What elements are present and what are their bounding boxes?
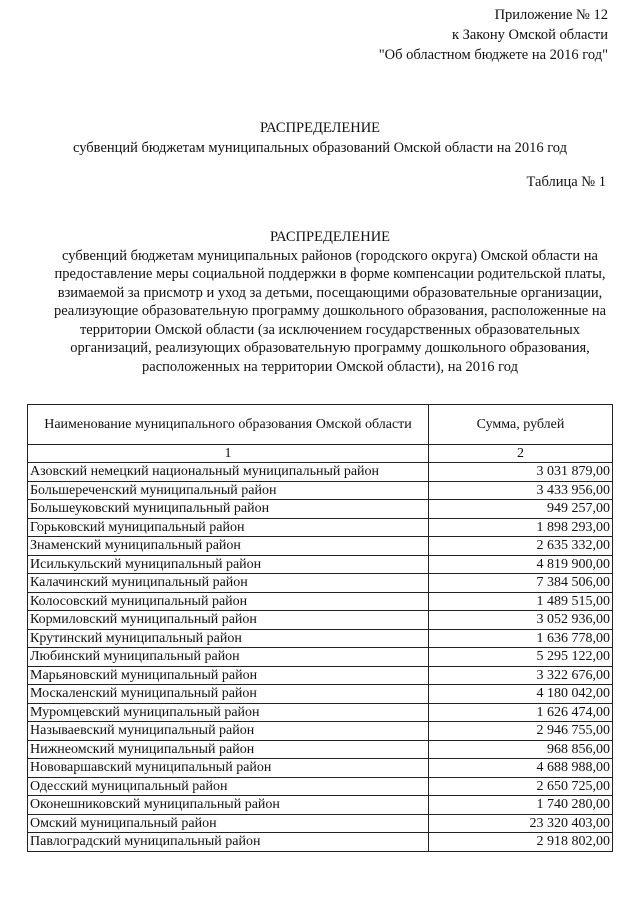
table-row <box>28 722 613 741</box>
municipality-name: Москаленский муниципальный район <box>28 685 429 704</box>
table-heading-line: территории Омской области (за исключением государственных образовательных <box>79 321 581 338</box>
municipality-name: Любинский муниципальный район <box>28 648 429 667</box>
table-row <box>28 685 613 704</box>
subvention-sum: 3 031 879,00 <box>429 463 613 482</box>
subvention-sum: 3 433 956,00 <box>429 481 613 500</box>
subvention-sum: 5 295 122,00 <box>429 648 613 667</box>
appendix-header <box>379 5 608 65</box>
table-row <box>28 592 613 611</box>
table-row <box>28 648 613 667</box>
heading-title: РАСПРЕДЕЛЕНИЕ <box>259 120 381 136</box>
subvention-sum: 1 740 280,00 <box>429 796 613 815</box>
table-row <box>28 555 613 574</box>
subvention-sum: 23 320 403,00 <box>429 814 613 833</box>
subvention-sum: 1 636 778,00 <box>429 629 613 648</box>
table-row <box>28 759 613 778</box>
table-heading <box>30 228 630 376</box>
municipality-name: Горьковский муниципальный район <box>28 518 429 537</box>
municipality-name: Оконешниковский муниципальный район <box>28 796 429 815</box>
table-row <box>28 463 613 482</box>
municipality-name: Знаменский муниципальный район <box>28 537 429 556</box>
municipality-name: Колосовский муниципальный район <box>28 592 429 611</box>
appendix-number: Приложение № 12 <box>494 7 608 23</box>
column-index-row <box>28 445 613 463</box>
subvention-sum: 2 918 802,00 <box>429 833 613 852</box>
subvention-sum: 1 626 474,00 <box>429 703 613 722</box>
subvention-sum: 3 052 936,00 <box>429 611 613 630</box>
table-heading-line: расположенных на территории Омской области), на 2016 год <box>142 358 518 375</box>
table-row <box>28 796 613 815</box>
appendix-law: к Закону Омской области <box>451 27 608 43</box>
table-row <box>28 833 613 852</box>
municipality-name: Большереченский муниципальный район <box>28 481 429 500</box>
table-row <box>28 518 613 537</box>
municipality-name: Муромцевский муниципальный район <box>28 703 429 722</box>
subvention-sum: 1 898 293,00 <box>429 518 613 537</box>
municipality-name: Называевский муниципальный район <box>28 722 429 741</box>
municipality-name: Нововаршавский муниципальный район <box>28 759 429 778</box>
subvention-sum: 3 322 676,00 <box>429 666 613 685</box>
table-row <box>28 740 613 759</box>
table-heading-line: организаций, реализующих образовательную программу дошкольного образования, <box>70 340 590 356</box>
table-label: Таблица № 1 <box>526 174 606 190</box>
municipality-name: Омский муниципальный район <box>28 814 429 833</box>
appendix-law-title: "Об областном бюджете на 2016 год" <box>378 47 608 63</box>
municipality-name: Крутинский муниципальный район <box>28 629 429 648</box>
subvention-sum: 4 819 900,00 <box>429 555 613 574</box>
table-row <box>28 703 613 722</box>
column-index-1: 1 <box>28 445 429 463</box>
subvention-sum: 968 856,00 <box>429 740 613 759</box>
subvention-sum: 949 257,00 <box>429 500 613 519</box>
table-row <box>28 537 613 556</box>
document-heading <box>0 118 640 158</box>
municipality-name: Азовский немецкий национальный муниципальный район <box>28 463 429 482</box>
subvention-sum: 2 635 332,00 <box>429 537 613 556</box>
heading-subtitle: субвенций бюджетам муниципальных образований Омской области на 2016 год <box>73 140 567 156</box>
table-heading-line: реализующие образовательную программу дошкольного образования, расположенные на <box>53 303 607 319</box>
municipality-name: Павлоградский муниципальный район <box>28 833 429 852</box>
table-row <box>28 629 613 648</box>
municipality-name: Кормиловский муниципальный район <box>28 611 429 630</box>
subvention-sum: 1 489 515,00 <box>429 592 613 611</box>
municipality-name: Калачинский муниципальный район <box>28 574 429 593</box>
table-heading-line: взимаемой за присмотр и уход за детьми, посещающими образовательные организации, <box>57 284 603 301</box>
table-heading-title: РАСПРЕДЕЛЕНИЕ <box>269 229 391 245</box>
municipality-name: Одесский муниципальный район <box>28 777 429 796</box>
municipality-name: Нижнеомский муниципальный район <box>28 740 429 759</box>
table-row <box>28 777 613 796</box>
subvention-sum: 4 688 988,00 <box>429 759 613 778</box>
table-header-row <box>28 405 613 445</box>
subvention-sum: 2 650 725,00 <box>429 777 613 796</box>
distribution-table <box>27 404 613 852</box>
table-row <box>28 611 613 630</box>
subvention-sum: 2 946 755,00 <box>429 722 613 741</box>
subvention-sum: 7 384 506,00 <box>429 574 613 593</box>
table-heading-line: субвенций бюджетам муниципальных районов (городского округа) Омской области на <box>62 247 598 264</box>
table-row <box>28 574 613 593</box>
column-index-2: 2 <box>429 445 613 463</box>
table-row <box>28 481 613 500</box>
municipality-name: Марьяновский муниципальный район <box>28 666 429 685</box>
table-heading-line: предоставление меры социальной поддержки в форме компенсации родительской платы, <box>54 266 606 282</box>
table-row <box>28 814 613 833</box>
subvention-sum: 4 180 042,00 <box>429 685 613 704</box>
municipality-name: Исилькульский муниципальный район <box>28 555 429 574</box>
table-row <box>28 666 613 685</box>
column-header-sum: Сумма, рублей <box>429 405 613 445</box>
column-header-name: Наименование муниципального образования Омской области <box>28 405 429 445</box>
municipality-name: Большеуковский муниципальный район <box>28 500 429 519</box>
table-row <box>28 500 613 519</box>
